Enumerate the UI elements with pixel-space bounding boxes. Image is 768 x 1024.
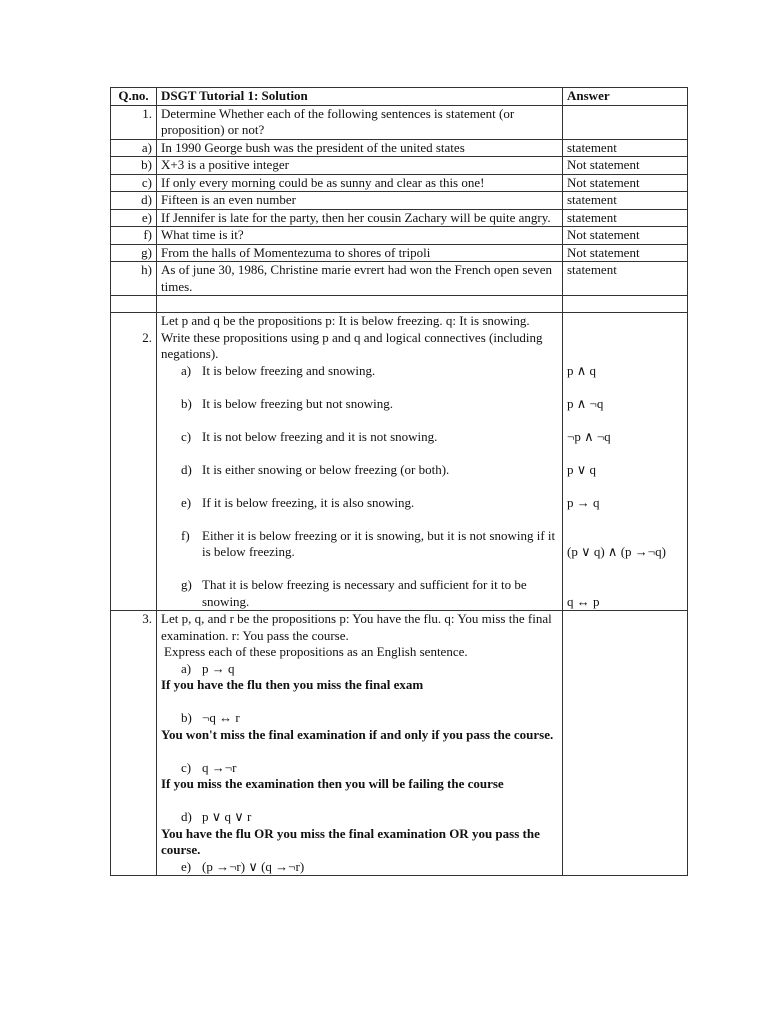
q2-item-d: d) It is either snowing or below freezing (or both).	[181, 461, 450, 477]
q2-question	[157, 313, 563, 611]
table-row	[111, 157, 688, 175]
item-label: h)	[111, 262, 157, 296]
table-row	[111, 174, 688, 192]
q2-answer-c: ¬p ∧ ¬q	[567, 428, 611, 444]
q2-item-f: f) Either it is below freezing or it is snowing, but it is not snowing if it is below freezing.	[181, 527, 556, 559]
answer-header: Answer	[563, 88, 688, 106]
table-row	[111, 139, 688, 157]
item-text: In 1990 George bush was the president of the united states	[157, 139, 563, 157]
item-text: From the halls of Momentezuma to shores of tripoli	[157, 244, 563, 262]
item-label: a)	[111, 139, 157, 157]
item-label: f)	[111, 227, 157, 245]
q2-answers	[563, 313, 688, 611]
qno-header: Q.no.	[111, 88, 157, 106]
table-row	[111, 209, 688, 227]
item-answer: Not statement	[563, 157, 688, 175]
item-text: As of june 30, 1986, Christine marie evrert had won the French open seven times.	[157, 262, 563, 296]
q2-answer-a: p ∧ q	[567, 362, 597, 378]
table-row	[111, 227, 688, 245]
q2-item-e: e) If it is below freezing, it is also snowing.	[181, 494, 415, 510]
q2-item-g: g) That it is below freezing is necessary and sufficient for it to be snowing.	[181, 577, 527, 609]
q1-number: 1.	[111, 105, 157, 139]
spacer-row	[111, 296, 688, 313]
table-row	[111, 244, 688, 262]
item-answer: statement	[563, 139, 688, 157]
item-label: b)	[111, 157, 157, 175]
q2-answer-g: q ↔ p	[567, 593, 600, 609]
q3-item-d: d) p ∨ q ∨ r	[181, 809, 252, 824]
q3-intro: Let p, q, and r be the propositions p: You have the flu. q: You miss the final examination. r: You pass the course.	[161, 611, 552, 643]
spacer-cell	[157, 296, 563, 313]
q2-item-b: b) It is below freezing but not snowing.	[181, 395, 393, 411]
item-answer: statement	[563, 192, 688, 210]
q2-answer-f: (p ∨ q) ∧ (p →¬q)	[567, 544, 666, 559]
q2-item-a: a) It is below freezing and snowing.	[181, 362, 376, 378]
q3-answer-b: You won't miss the final examination if and only if you pass the course.	[161, 726, 554, 742]
q2-answer-e: p → q	[567, 494, 600, 510]
table-row	[111, 262, 688, 296]
spacer-cell	[111, 296, 157, 313]
item-text: X+3 is a positive integer	[157, 157, 563, 175]
q3-item-b: b) ¬q ↔ r	[181, 710, 240, 725]
q2-number: 2.	[142, 329, 152, 345]
q3-answer-d: You have the flu OR you miss the final examination OR you pass the course.	[161, 825, 540, 857]
solution-table	[110, 87, 688, 876]
header-row	[111, 88, 688, 106]
q1-answer-empty	[563, 105, 688, 139]
table-row	[111, 192, 688, 210]
q2-answer-b: p ∧ ¬q	[567, 395, 604, 411]
q1-row	[111, 105, 688, 139]
item-label: d)	[111, 192, 157, 210]
item-answer: Not statement	[563, 244, 688, 262]
spacer-cell	[563, 296, 688, 313]
q2-number-cell	[111, 313, 157, 611]
item-text: If only every morning could be as sunny and clear as this one!	[157, 174, 563, 192]
q3-answer-c: If you miss the examination then you will be failing the course	[161, 776, 504, 791]
item-label: g)	[111, 244, 157, 262]
item-text: Fifteen is an even number	[157, 192, 563, 210]
q2-row	[111, 313, 688, 611]
q2-item-c: c) It is not below freezing and it is not snowing.	[181, 428, 438, 444]
item-label: e)	[111, 209, 157, 227]
q2-answer-d: p ∨ q	[567, 461, 597, 477]
q2-intro: Let p and q be the propositions p: It is below freezing. q: It is snowing. Write these propositions using p and q and logical connectives (including negations).	[161, 313, 543, 361]
q3-item-e: e) (p →¬r) ∨ (q →¬r)	[181, 858, 305, 874]
item-text: What time is it?	[157, 227, 563, 245]
q3-intro2: Express each of these propositions as an English sentence.	[164, 644, 468, 659]
q3-item-c: c) q →¬r	[181, 759, 237, 775]
item-answer: Not statement	[563, 174, 688, 192]
item-answer: Not statement	[563, 227, 688, 245]
item-answer: statement	[563, 209, 688, 227]
q3-question	[157, 611, 563, 876]
q3-number: 3.	[111, 611, 157, 876]
title-header: DSGT Tutorial 1: Solution	[157, 88, 563, 106]
q3-answer-empty	[563, 611, 688, 876]
item-text: If Jennifer is late for the party, then her cousin Zachary will be quite angry.	[157, 209, 563, 227]
item-label: c)	[111, 174, 157, 192]
q3-item-a: a) p → q	[181, 660, 235, 676]
q1-prompt: Determine Whether each of the following sentences is statement (or proposition) or not?	[157, 105, 563, 139]
q3-row	[111, 611, 688, 876]
q3-answer-a: If you have the flu then you miss the final exam	[161, 677, 424, 692]
item-answer: statement	[563, 262, 688, 296]
